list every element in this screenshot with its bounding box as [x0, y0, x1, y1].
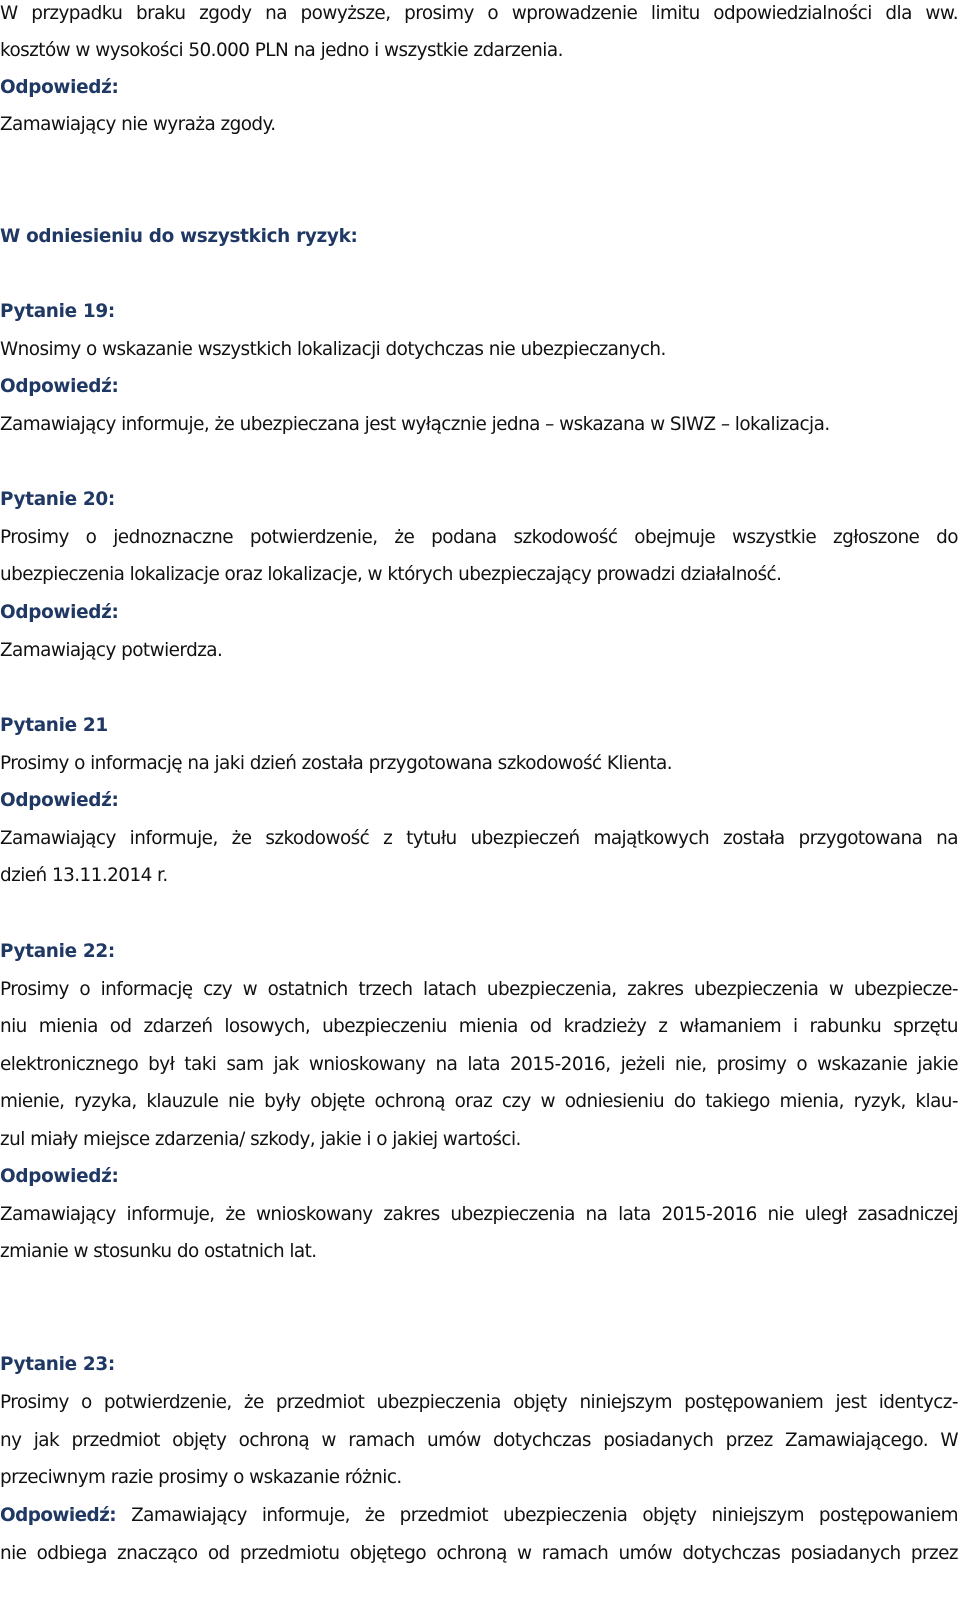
q20-answer-1: Zamawiający potwierdza.	[0, 640, 223, 661]
q20-line-2: ubezpieczenia lokalizacje oraz lokalizacje, w których ubezpieczający prowadzi działalność.	[0, 564, 782, 585]
q19-answer-label: Odpowiedź:	[0, 376, 119, 397]
q22-answer-2: zmianie w stosunku do ostatnich lat.	[0, 1241, 317, 1262]
q22-line-2: niu mienia od zdarzeń losowych, ubezpieczeniu mienia od kradzieży z włamaniem i rabunku sprzętu	[0, 1016, 958, 1037]
q23-answer-line-1	[0, 1504, 958, 1528]
q21-answer-2: dzień 13.11.2014 r.	[0, 865, 168, 886]
intro-line-1: W przypadku braku zgody na powyższe, prosimy o wprowadzenie limitu odpowiedzialności dla ww.	[0, 3, 958, 24]
q21-answer-1: Zamawiający informuje, że szkodowość z tytułu ubezpieczeń majątkowych została przygotowana na	[0, 828, 958, 849]
q21-title: Pytanie 21	[0, 715, 108, 736]
q23-title: Pytanie 23:	[0, 1354, 115, 1375]
q22-line-3: elektronicznego był taki sam jak wnioskowany na lata 2015-2016, jeżeli nie, prosimy o wskazanie jakie	[0, 1054, 958, 1075]
q21-line-1: Prosimy o informację na jaki dzień została przygotowana szkodowość Klienta.	[0, 753, 673, 774]
q20-answer-label: Odpowiedź:	[0, 602, 119, 623]
q23-line-3: przeciwnym razie prosimy o wskazanie różnic.	[0, 1467, 402, 1488]
q23-answer-2: nie odbiega znacząco od przedmiotu objętego ochroną w ramach umów dotychczas posiadanych przez	[0, 1543, 958, 1564]
intro-line-2: kosztów w wysokości 50.000 PLN na jedno i wszystkie zdarzenia.	[0, 40, 563, 61]
q22-title: Pytanie 22:	[0, 941, 115, 962]
q20-line-1: Prosimy o jednoznaczne potwierdzenie, że podana szkodowość obejmuje wszystkie zgłoszone do	[0, 527, 958, 548]
q19-line-1: Wnosimy o wskazanie wszystkich lokalizacji dotychczas nie ubezpieczanych.	[0, 339, 666, 360]
q19-title: Pytanie 19:	[0, 301, 115, 322]
section-heading: W odniesieniu do wszystkich ryzyk:	[0, 226, 358, 247]
q22-answer-1: Zamawiający informuje, że wnioskowany zakres ubezpieczenia na lata 2015-2016 nie uległ zasadniczej	[0, 1204, 958, 1225]
intro-answer-label: Odpowiedź:	[0, 77, 119, 98]
q23-line-1: Prosimy o potwierdzenie, że przedmiot ubezpieczenia objęty niniejszym postępowaniem jest identycz-	[0, 1392, 958, 1413]
q21-answer-label: Odpowiedź:	[0, 790, 119, 811]
q22-line-4: mienie, ryzyka, klauzule nie były objęte ochroną oraz czy w odniesieniu do takiego mienia, ryzyk, klau-	[0, 1091, 958, 1112]
q22-line-1: Prosimy o informację czy w ostatnich trzech latach ubezpieczenia, zakres ubezpieczenia w ubezpiecze-	[0, 979, 958, 1000]
intro-answer: Zamawiający nie wyraża zgody.	[0, 114, 276, 135]
q22-line-5: zul miały miejsce zdarzenia/ szkody, jakie i o jakiej wartości.	[0, 1129, 521, 1150]
q19-answer-1: Zamawiający informuje, że ubezpieczana jest wyłącznie jedna – wskazana w SIWZ – lokalizacja.	[0, 414, 830, 435]
q23-line-2: ny jak przedmiot objęty ochroną w ramach umów dotychczas posiadanych przez Zamawiającego. W	[0, 1430, 958, 1451]
q23-answer-1: Zamawiający informuje, że przedmiot ubezpieczenia objęty niniejszym postępowaniem	[131, 1505, 959, 1526]
q23-answer-label: Odpowiedź:	[0, 1505, 117, 1526]
q20-title: Pytanie 20:	[0, 489, 115, 510]
q22-answer-label: Odpowiedź:	[0, 1166, 119, 1187]
